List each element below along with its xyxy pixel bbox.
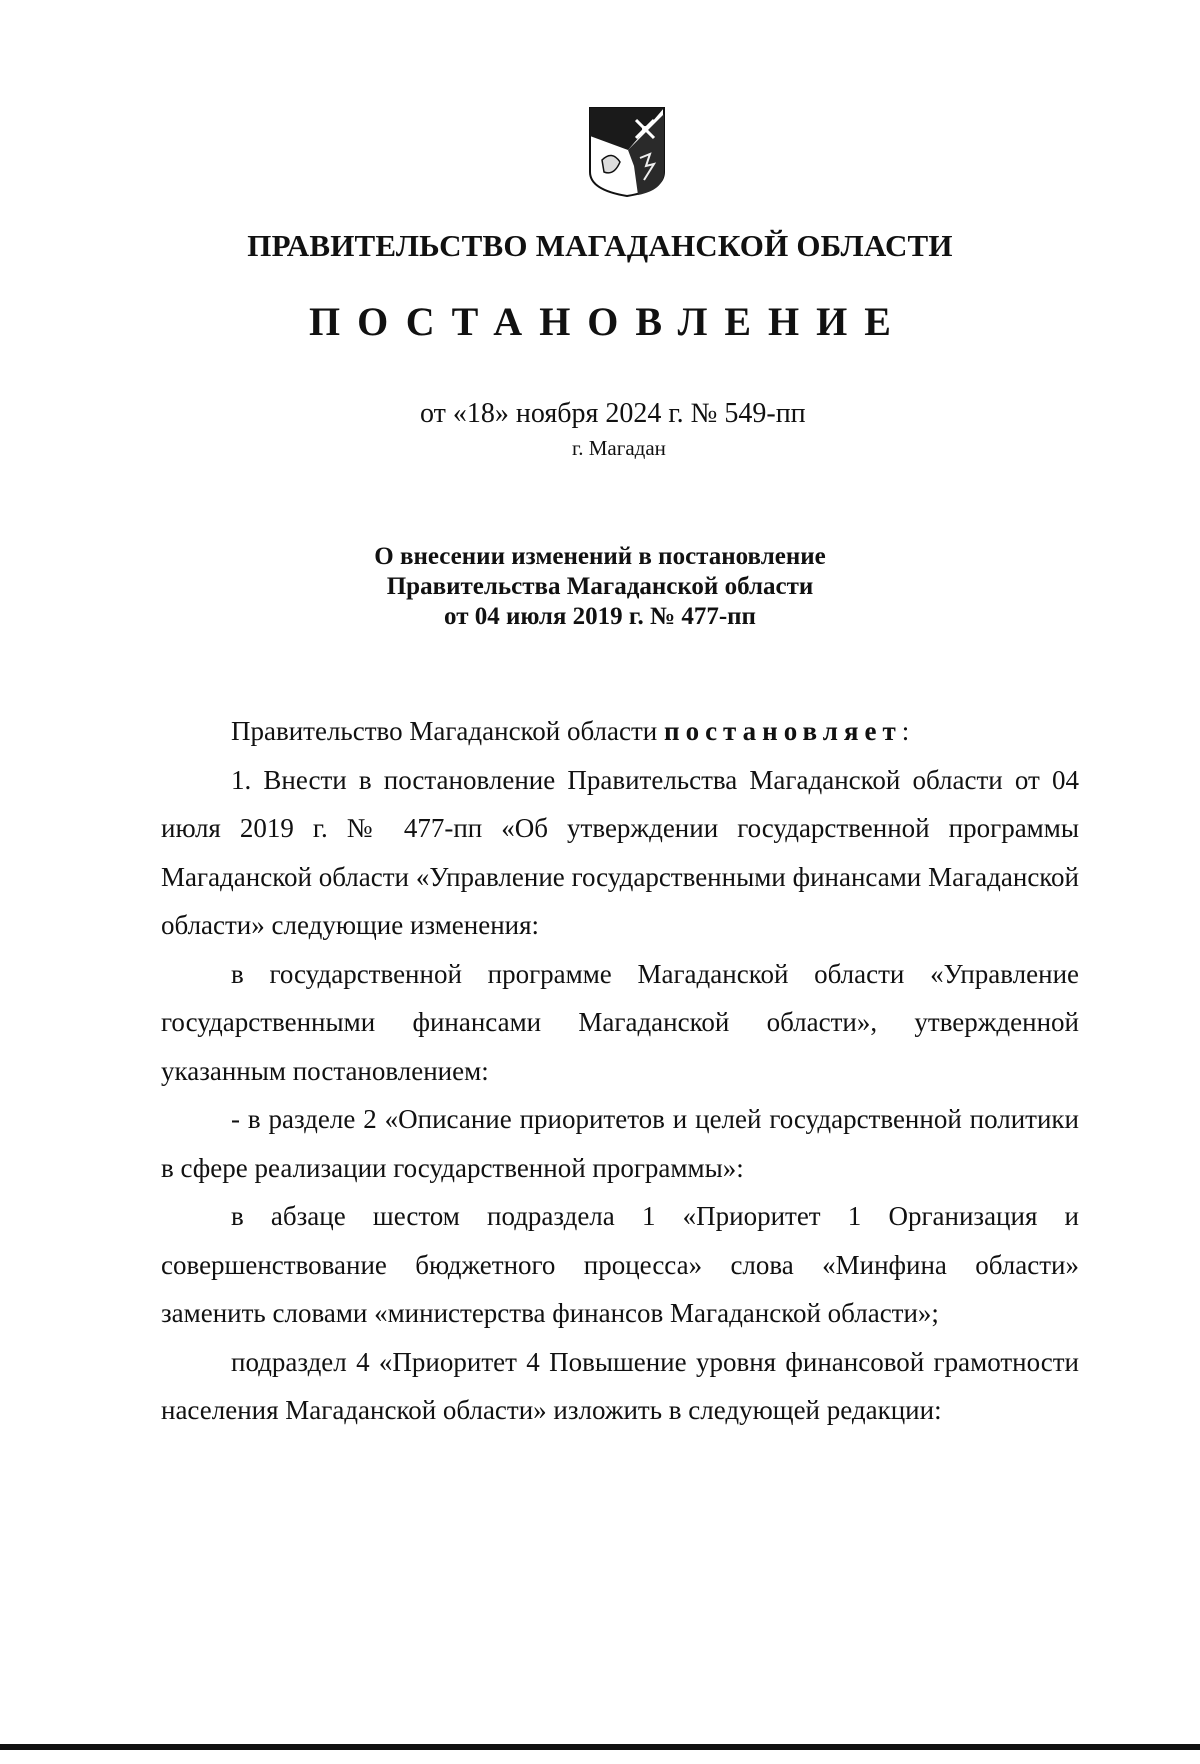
organization-title: ПРАВИТЕЛЬСТВО МАГАДАНСКОЙ ОБЛАСТИ — [247, 228, 953, 263]
subject-line-2: Правительства Магаданской области — [386, 573, 814, 600]
body-paragraph-3: - в разделе 2 «Описание приоритетов и целей государственной политики в сфере реализации государственной программы»: — [161, 1104, 1079, 1183]
coat-of-arms-icon — [588, 106, 666, 198]
page-bottom-border — [0, 1744, 1200, 1750]
subject-line-3: от 04 июля 2019 г. № 477-пп — [444, 603, 756, 630]
intro-prefix: Правительство Магаданской области — [231, 716, 665, 746]
body-paragraph-1: 1. Внести в постановление Правительства Магаданской области от 04 июля 2019 г. № 477-пп «Об утверждении государственной программы Магаданской области «Управление государственными финансами Магаданской области» следующие изменения: — [161, 764, 1079, 940]
date-number-line: от «18» ноября 2024 г. № 549-пп — [420, 398, 806, 429]
document-subject — [0, 542, 1200, 632]
intro-suffix: : — [901, 716, 910, 746]
document-type-title: ПОСТАНОВЛЕНИЕ — [309, 299, 908, 344]
intro-decree-word: постановляет — [664, 716, 902, 746]
document-body — [161, 707, 1079, 1435]
resolution-intro — [161, 707, 1079, 756]
subject-line-1: О внесении изменений в постановление — [374, 543, 826, 570]
body-paragraph-2: в государственной программе Магаданской области «Управление государственными финансами Магаданской области», утвержденной указанным постановлением: — [161, 958, 1079, 1086]
city-line: г. Магадан — [572, 436, 666, 460]
body-paragraph-4: в абзаце шестом подраздела 1 «Приоритет 1 Организация и совершенствование бюджетного процесса» слова «Минфина области» заменить словами «министерства финансов Магаданской области»; — [161, 1201, 1079, 1328]
body-paragraph-5: подраздел 4 «Приоритет 4 Повышение уровня финансовой грамотности населения Магаданской области» изложить в следующей редакции: — [161, 1346, 1079, 1425]
